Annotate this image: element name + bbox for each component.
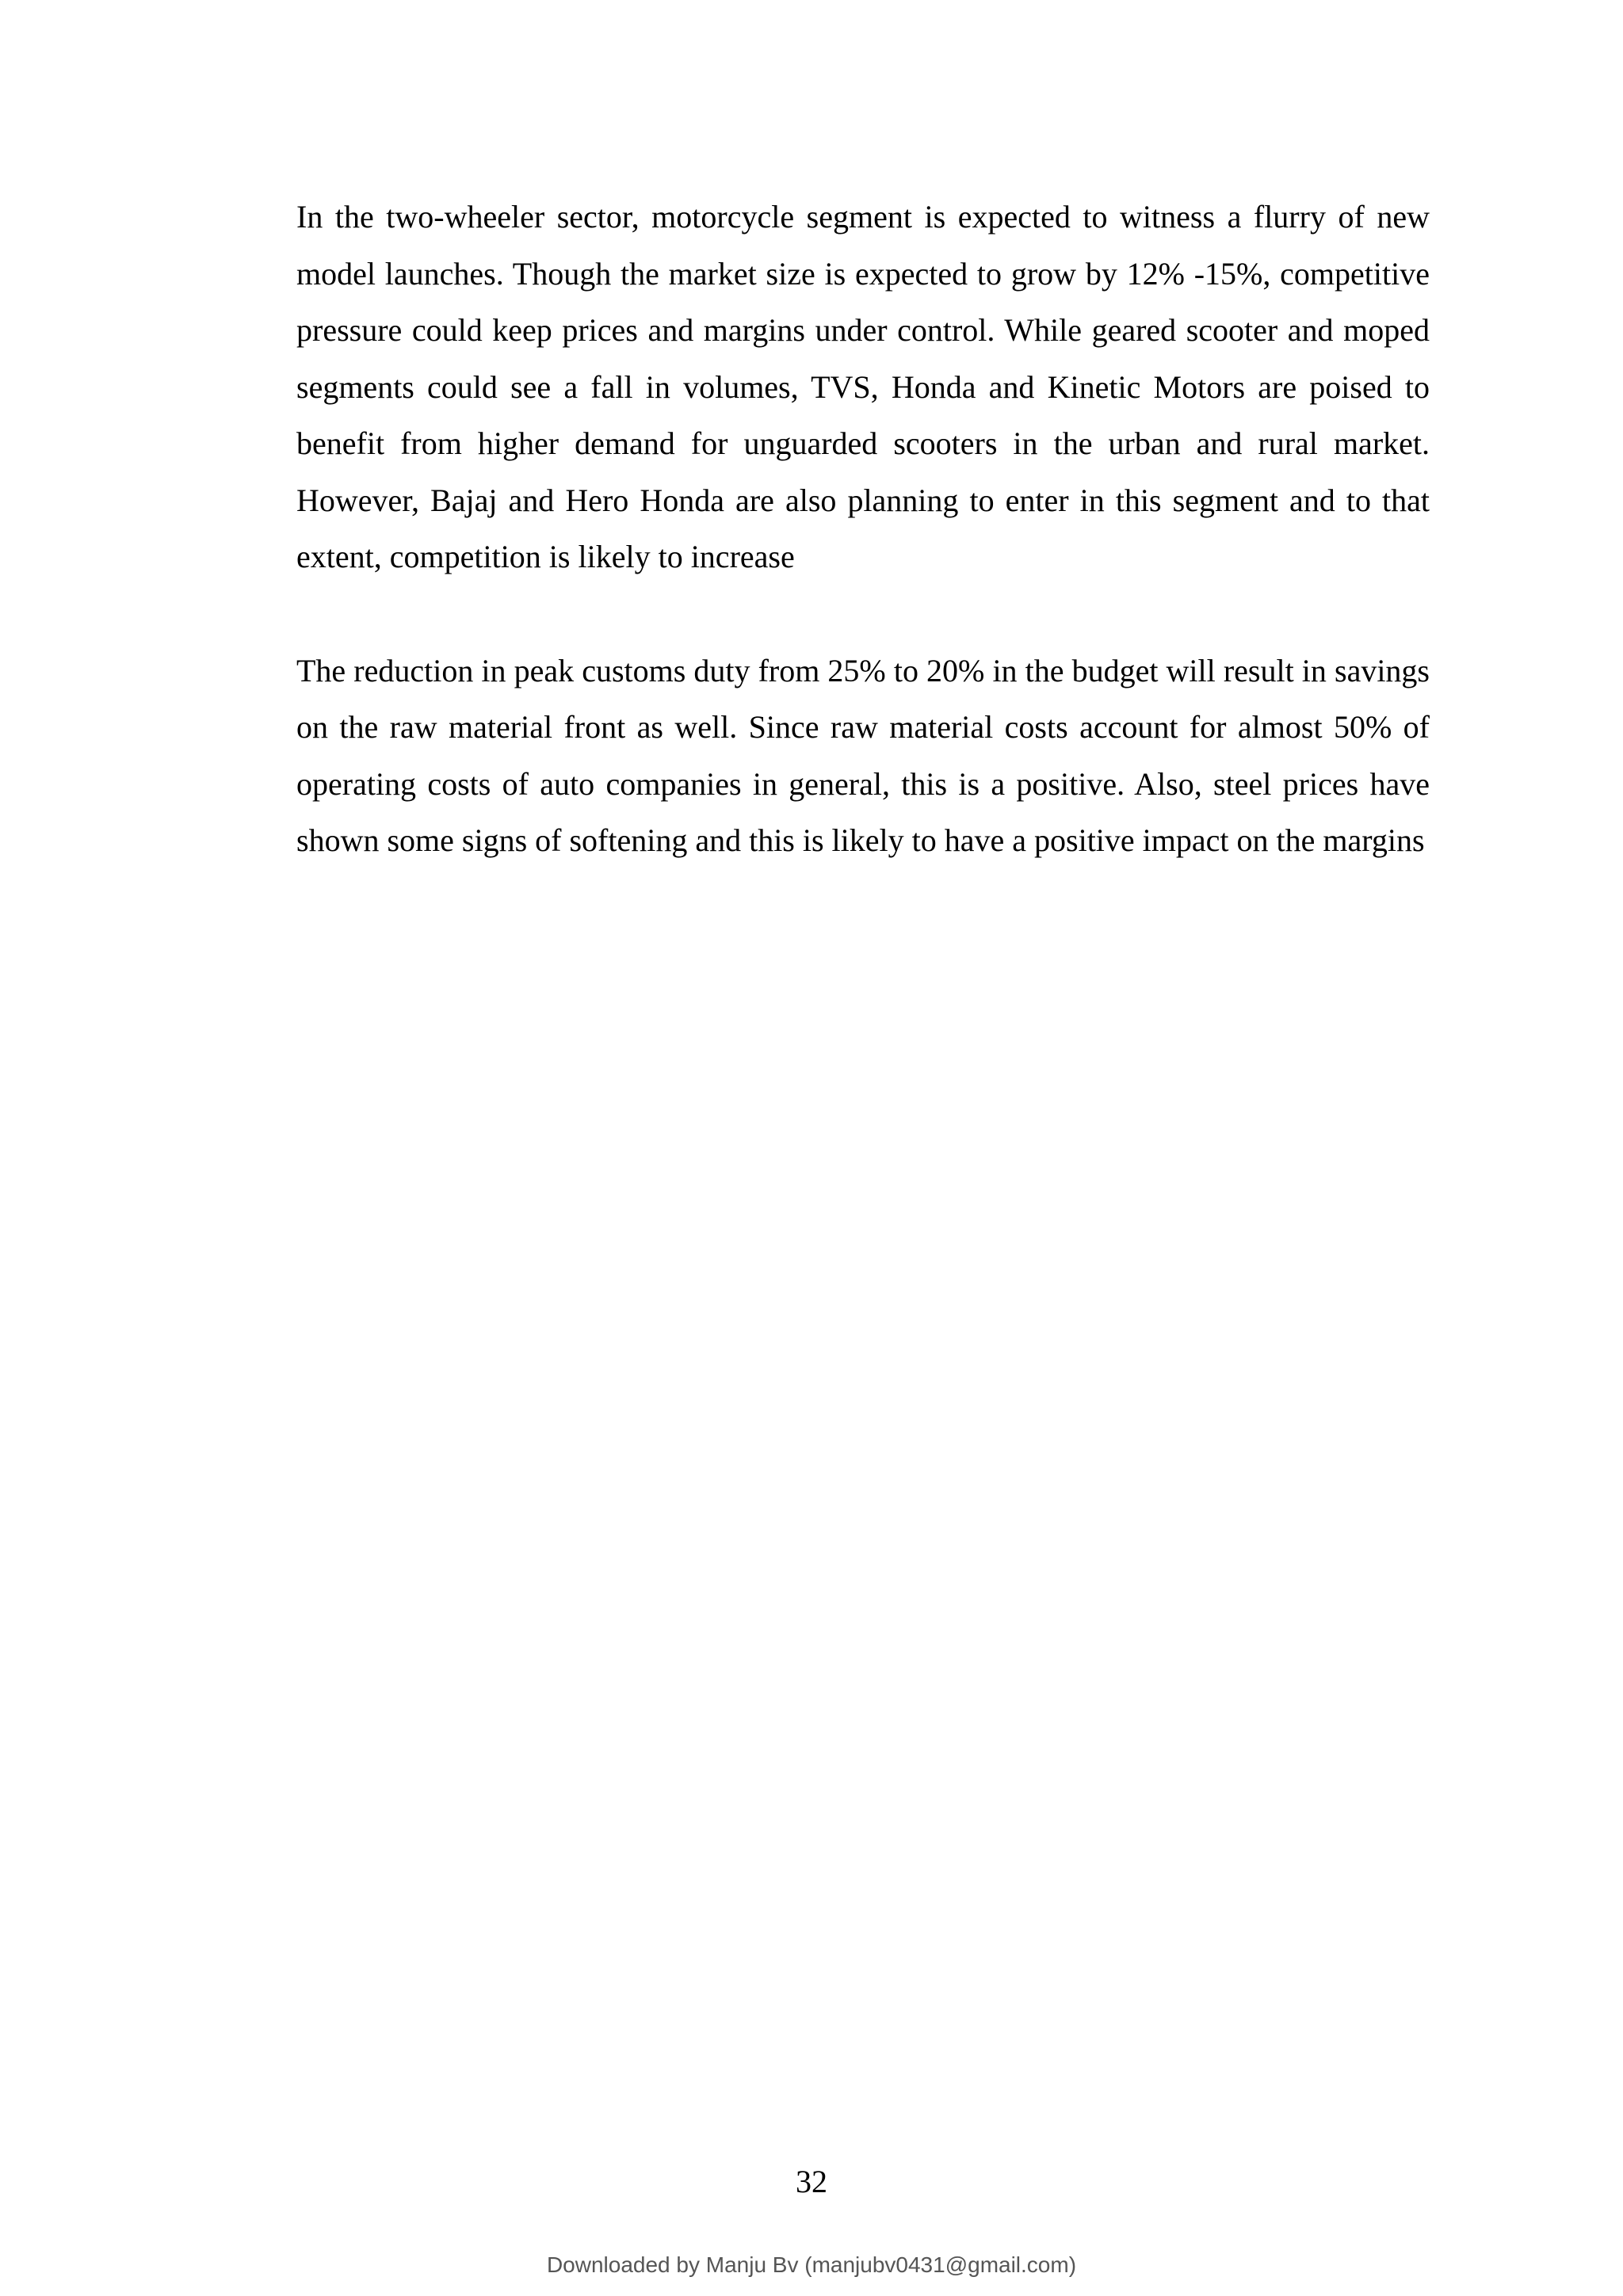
paragraph-customs-duty: The reduction in peak customs duty from 25% to 20% in the budget will result in savings on the raw material front as well. Since raw material costs account for almost 50% of operating costs of auto companies in general, this is a positive. Also, steel prices have shown some signs of softening and this is likely to have a positive impact on the margins <box>296 652 1430 858</box>
body-text <box>296 189 1430 869</box>
paragraph-two-wheeler: In the two-wheeler sector, motorcycle segment is expected to witness a flurry of new model launches. Though the market size is expected to grow by 12% -15%, competitive pressure could keep prices and margins under control. While geared scooter and moped segments could see a fall in volumes, TVS, Honda and Kinetic Motors are poised to benefit from higher demand for unguarded scooters in the urban and rural market. However, Bajaj and Hero Honda are also planning to enter in this segment and to that extent, competition is likely to increase <box>296 199 1430 574</box>
page-number: 32 <box>796 2164 827 2199</box>
download-footer: Downloaded by Manju Bv (manjubv0431@gmail.com) <box>546 2252 1077 2277</box>
